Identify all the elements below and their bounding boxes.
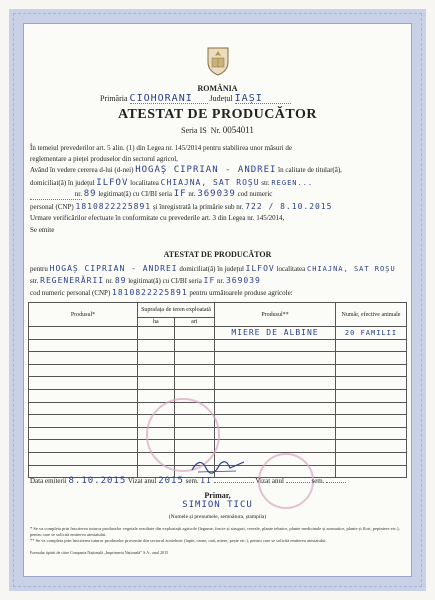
- table-row: [29, 339, 407, 352]
- attest-line-3: cod numeric personal (CNP) 1810822225891 pentru următoarele produse agricole:: [30, 288, 293, 297]
- body-line-4: domiciliat(ă) în județul ILFOV localitatea CHIAJNA, SAT ROȘU str. REGEN...: [30, 178, 314, 188]
- issue-date: 8.10.2015: [68, 476, 127, 486]
- body-line-3: Având în vedere cererea d-lui (d-nei) HOGAȘ CIPRIAN - ANDREI în calitate de titular(ă),: [30, 165, 342, 175]
- printer-note: Formular tipărit de către Compania Națională „Imprimeria Națională” S.A., anul 2015: [30, 550, 169, 555]
- attest-line-1: pentru HOGAȘ CIPRIAN - ANDREI domiciliat(ă) în județul ILFOV localitatea CHIAJNA, SAT ROȘU: [30, 264, 396, 273]
- products-table: [28, 302, 407, 478]
- row1-produs: MIERE DE ALBINE: [215, 327, 336, 340]
- body-line-2: reglementare a pieței produselor din sectorul agricol,: [30, 155, 178, 163]
- applicant-name: HOGAȘ CIPRIAN - ANDREI: [135, 165, 277, 175]
- serial-line: Seria IS Nr. 0054011: [181, 125, 254, 135]
- body-line-6: personal (CNP) 1810822225891 și înregistrată la primărie sub nr. 722 / 8.10.2015: [30, 202, 333, 211]
- attest-line-2: str. REGENERĂRII nr. 89 legitimat(ă) cu CI/BI seria IF nr. 369039: [30, 276, 261, 285]
- footnote-1: * Se va completa prin înscrierea tuturor produselor vegetale rezultate din exploatații agricole (legume, fructe și struguri, cereale, plante tehnice, plante medicinale și aromatice, plante și flori, pepiniere etc.), pentru care se solicită emiterea atestatului.: [30, 526, 400, 537]
- table-row: [29, 377, 407, 390]
- header-numar: Număr, efective animale: [336, 303, 407, 327]
- table-row: [29, 327, 407, 340]
- footnote-2: ** Se va completa prin înscrierea tuturor produselor provenite din sectorul zootehnic (lapte, carne, ouă, miere, pește etc.), pentru care se solicită emiterea atestatului.: [30, 538, 327, 543]
- body-line-8: Se emite: [30, 226, 55, 234]
- header-ha: ha: [138, 318, 175, 327]
- judet-value: IAȘI: [235, 94, 291, 104]
- footer-dates: Data emiterii 8.10.2015 Vizat anul 2015 sem. II Vizat anul sem.: [30, 476, 406, 486]
- coat-of-arms-icon: [205, 46, 231, 76]
- header-suprafata: Suprafața de teren exploatată: [138, 303, 215, 318]
- primar-name: SIMION TICU: [182, 500, 253, 510]
- table-row: [29, 389, 407, 402]
- row1-numar: 20 FAMILII: [336, 327, 407, 340]
- body-line-7: Urmare verificărilor efectuate în conformitate cu prevederile art. 3 din Legea nr. 145/2014,: [30, 214, 285, 222]
- primaria-line: Primăria CIOHORANI Județul IAȘI: [100, 94, 340, 104]
- applicant-cnp: 1810822225891: [75, 202, 152, 211]
- attest-subtitle: ATESTAT DE PRODUCĂTOR: [163, 250, 272, 259]
- table-row: [29, 352, 407, 365]
- country-heading: ROMÂNIA: [197, 84, 238, 93]
- document-title: ATESTAT DE PRODUCĂTOR: [117, 107, 317, 122]
- signature-caption: (Numele și prenumele, semnătura, ștampila): [168, 514, 267, 520]
- document-body: [28, 28, 407, 572]
- header-produsul: Produsul*: [29, 303, 138, 327]
- header-produsul2: Produsul**: [215, 303, 336, 327]
- table-row: [29, 364, 407, 377]
- body-line-1: În temeiul prevederilor art. 5 alin. (1) din Legea nr. 145/2014 pentru stabilirea unor măsuri de: [30, 144, 293, 152]
- header-ari: ari: [174, 318, 214, 327]
- table-row: [29, 402, 407, 415]
- body-line-5: nr. 89 legitimat(ă) cu CI/BI seria IF nr. 369039 cod numeric: [30, 190, 406, 200]
- serial-number: 0054011: [222, 125, 254, 135]
- primar-label: Primar,: [204, 491, 231, 500]
- primaria-value: CIOHORANI: [130, 94, 208, 104]
- signature-icon: [190, 454, 246, 476]
